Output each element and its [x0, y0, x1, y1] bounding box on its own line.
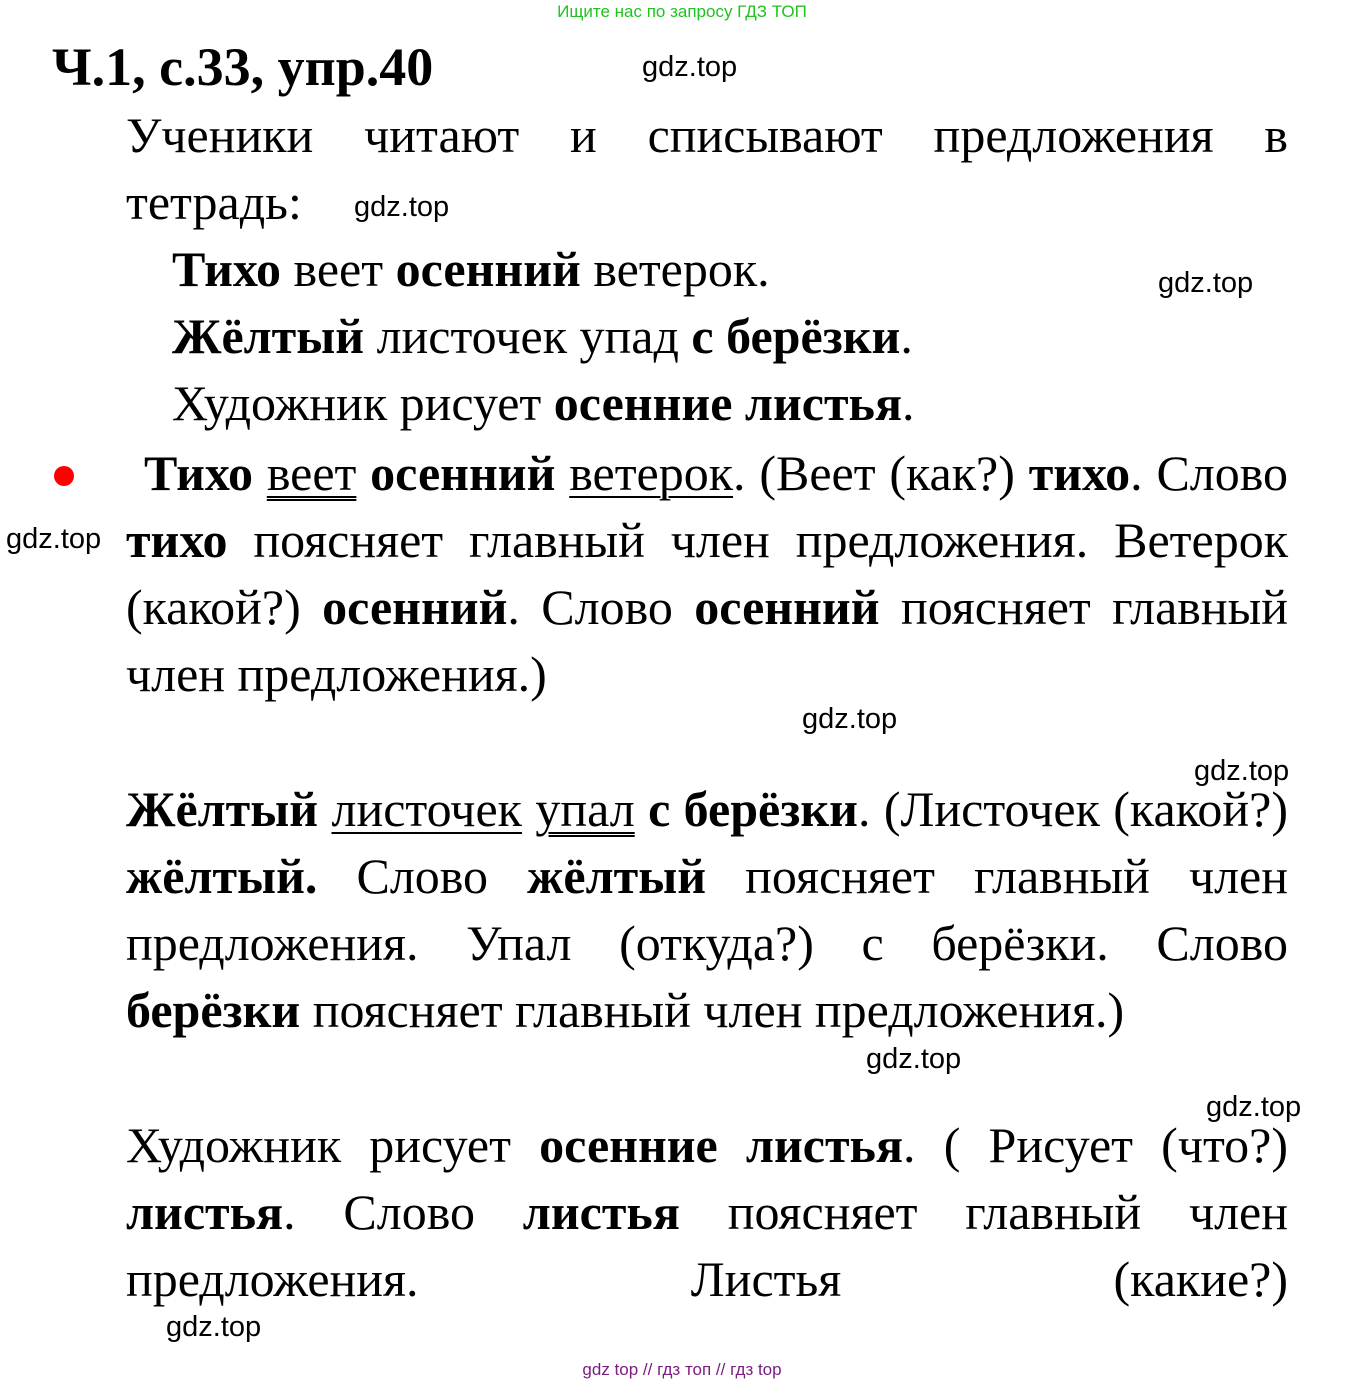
intro-line-2: тетрадь:: [126, 174, 302, 230]
text: поясняет главный член предложения. Упал (откуда?) с берёзки. Слово: [126, 848, 1288, 971]
text: Художник рисует: [172, 375, 554, 431]
bold-word: осенний: [370, 445, 556, 501]
analysis-paragraph-3: [126, 1112, 1288, 1313]
text: . Слово: [1130, 445, 1289, 501]
watermark: gdz.top: [166, 1311, 262, 1343]
analysis-paragraph-1: [126, 440, 1288, 708]
bold-word: осенний: [694, 579, 880, 635]
watermark: gdz.top: [866, 1043, 962, 1075]
text: поясняет главный член предложения.): [300, 982, 1125, 1038]
intro-line-1: Ученики читают и списывают предложения в: [126, 107, 1288, 163]
bold-word: Тихо: [144, 445, 254, 501]
predicate-underlined: упал: [535, 781, 635, 837]
text: Художник рисует: [126, 1117, 540, 1173]
bold-word: Тихо: [172, 241, 282, 297]
text: . Слово: [283, 1184, 523, 1240]
watermark: gdz.top: [642, 51, 738, 83]
bold-word: тихо: [126, 512, 228, 568]
bold-word: с берёзки: [691, 308, 901, 364]
subject-underlined: ветерок: [569, 445, 734, 501]
bold-word: осенний: [395, 241, 581, 297]
bold-word: тихо: [1028, 445, 1131, 501]
text: . (Листочек (какой?): [857, 781, 1289, 837]
sentence-3: [172, 370, 915, 436]
subject-underlined: листочек: [331, 781, 522, 837]
text: . (Веет (как?): [733, 445, 1029, 501]
search-banner: Ищите нас по запросу ГДЗ ТОП: [557, 2, 807, 21]
text: ветерок.: [580, 241, 770, 297]
watermark: gdz.top: [1206, 1091, 1302, 1123]
text: . ( Рисует (что?): [903, 1117, 1289, 1173]
watermark: gdz.top: [354, 191, 450, 223]
text: листочек упад: [364, 308, 692, 364]
watermark: gdz.top: [6, 523, 102, 555]
text: . Слово: [507, 579, 695, 635]
bold-word: осенние листья: [539, 1117, 904, 1173]
watermark: gdz.top: [1194, 755, 1290, 787]
bold-word: жёлтый.: [126, 848, 318, 904]
bold-word: берёзки: [126, 982, 301, 1038]
bold-word: с берёзки: [648, 781, 858, 837]
exercise-heading: Ч.1, с.33, упр.40: [52, 37, 434, 97]
text: поясняет главный член предложения. Листья (какие?): [126, 1184, 1288, 1307]
text: поясняет главный член предложения.): [126, 579, 1288, 702]
sentence-2: [172, 303, 913, 369]
watermark: gdz.top: [1158, 267, 1254, 299]
text: поясняет главный член предложения. Ветерок (какой?): [126, 512, 1288, 635]
text: .: [900, 308, 913, 364]
watermark: gdz.top: [802, 703, 898, 735]
bold-word: Жёлтый: [172, 308, 365, 364]
predicate-underlined: веет: [266, 445, 357, 501]
bullet-icon: [54, 466, 74, 486]
sentence-1: [172, 236, 770, 302]
bold-word: жёлтый: [527, 848, 707, 904]
bold-word: листья: [126, 1184, 284, 1240]
footer-links: gdz top // гдз топ // гдз top: [582, 1360, 782, 1379]
text: веет: [281, 241, 396, 297]
bold-word: осенние листья: [553, 375, 903, 431]
bold-word: осенний: [322, 579, 508, 635]
analysis-paragraph-2: [126, 776, 1288, 1044]
text: Слово: [317, 848, 528, 904]
bold-word: Жёлтый: [126, 781, 319, 837]
bold-word: листья: [522, 1184, 680, 1240]
text: .: [902, 375, 915, 431]
